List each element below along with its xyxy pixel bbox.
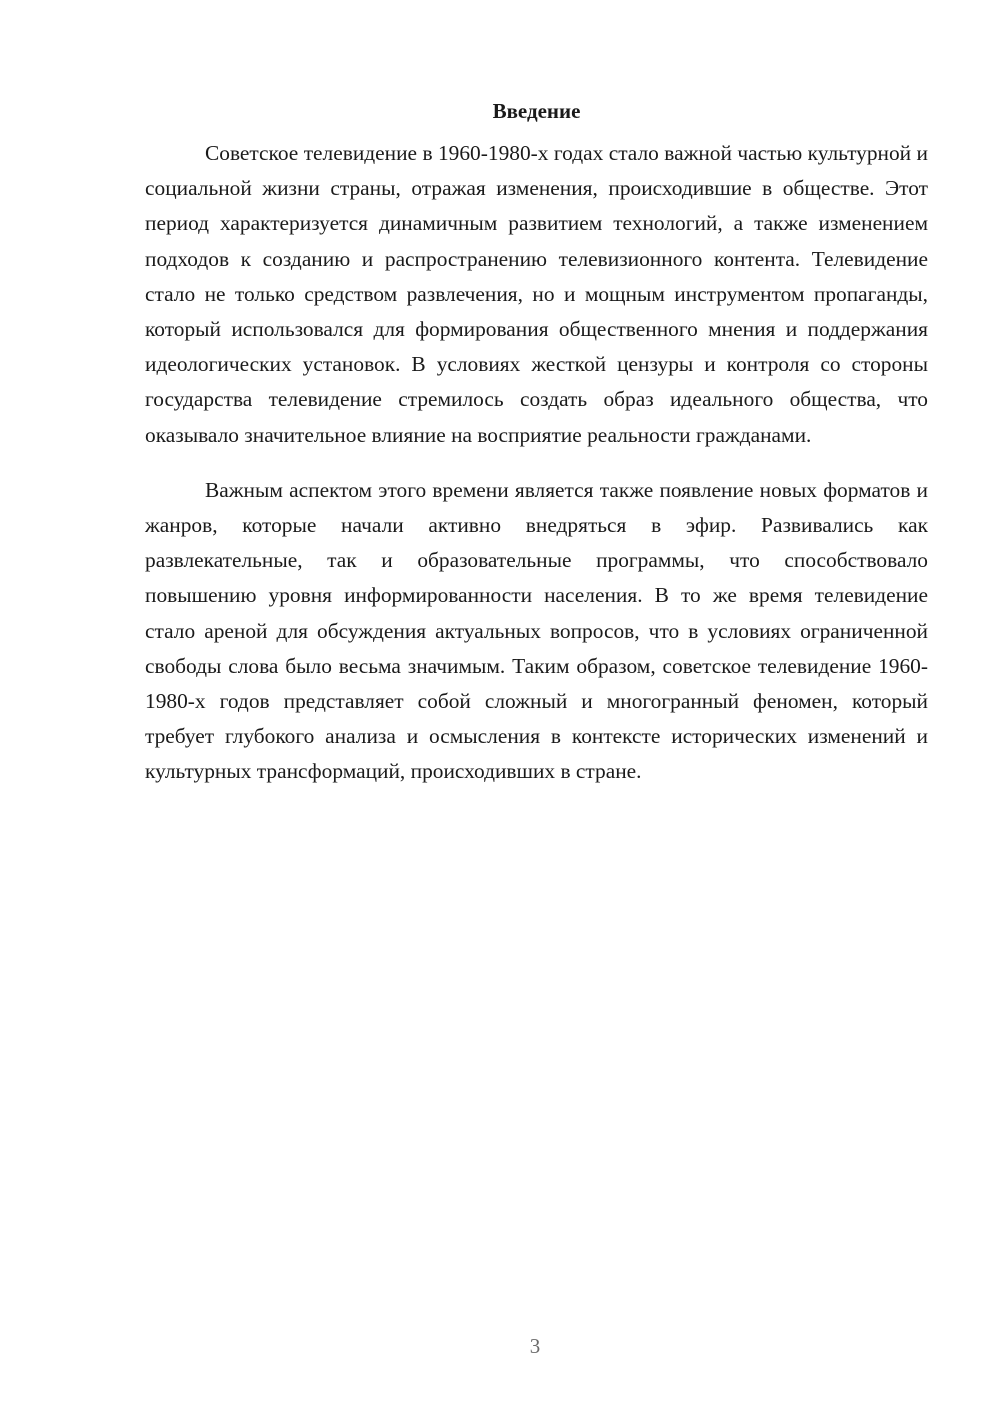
page-content xyxy=(145,96,928,790)
page-number: 3 xyxy=(529,1334,541,1358)
section-title: Введение xyxy=(492,99,581,123)
paragraph-2: Важным аспектом этого времени является также появление новых форматов и жанров, которые начали активно внедряться в эфир. Развивались как развлекательные, так и образовательные программы, что способствовало повышению уровня информированности населения. В то же время телевидение стало ареной для обсуждения актуальных вопросов, что в условиях ограниченной свободы слова было весьма значимым. Таким образом, советское телевидение 1960-1980-х годов представляет собой сложный и многогранный феномен, который требует глубокого анализа и осмысления в контексте исторических изменений и культурных трансформаций, происходивших в стране. xyxy=(145,477,928,784)
paragraph-1: Советское телевидение в 1960-1980-х годах стало важной частью культурной и социальной жизни страны, отражая изменения, происходившие в обществе. Этот период характеризуется динамичным развитием технологий, а также изменением подходов к созданию и распространению телевизионного контента. Телевидение стало не только средством развлечения, но и мощным инструментом пропаганды, который использовался для формирования общественного мнения и поддержания идеологических установок. В условиях жесткой цензуры и контроля со стороны государства телевидение стремилось создать образ идеального общества, что оказывало значительное влияние на восприятие реальности гражданами. xyxy=(145,141,928,447)
